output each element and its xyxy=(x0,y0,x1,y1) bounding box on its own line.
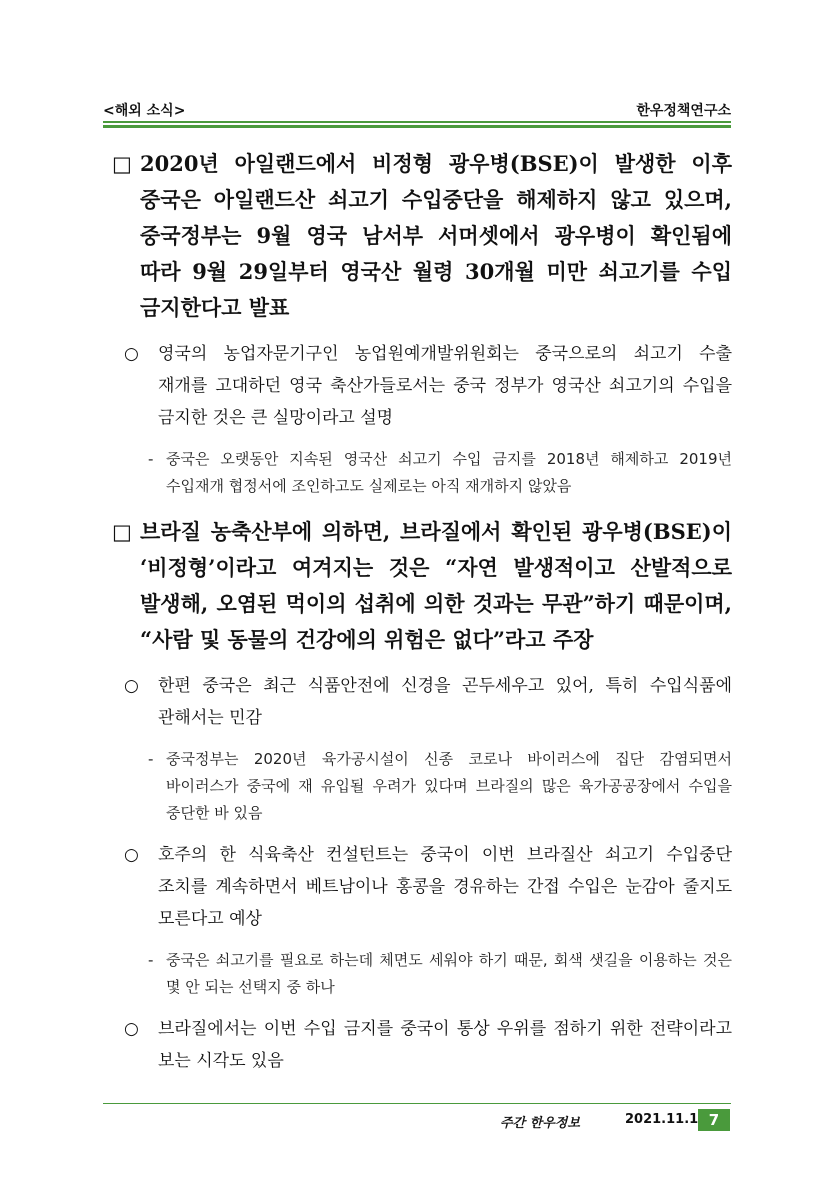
detail-point-1 xyxy=(120,446,732,500)
detail-point-text: 중국은 오랫동안 지속된 영국산 쇠고기 수입 금지를 2018년 해제하고 2019년 수입재개 협정서에 조인하고도 실제로는 아직 재개하지 않았음 xyxy=(166,450,732,495)
circle-bullet-icon: ○ xyxy=(124,1019,139,1039)
circle-bullet-icon: ○ xyxy=(124,344,139,364)
organization-name: 한우정책연구소 xyxy=(636,103,731,119)
dash-bullet-icon: - xyxy=(148,951,154,969)
dash-bullet-icon: - xyxy=(148,450,154,468)
page-header xyxy=(103,94,731,120)
sub-point-text: 한편 중국은 최근 식품안전에 신경을 곤두세우고 있어, 특히 수입식품에 관해서는 민감 xyxy=(158,676,732,728)
footer-rule xyxy=(103,1103,731,1104)
page-number: 7 xyxy=(698,1109,730,1131)
detail-point-2 xyxy=(120,746,732,827)
sub-point-text: 호주의 한 식육축산 컨설턴트는 중국이 이번 브라질산 쇠고기 수입중단 조치를 계속하면서 베트남이나 홍콩을 경유하는 간접 수입은 눈감아 줄지도 모른다고 예상 xyxy=(158,845,732,929)
detail-point-text: 중국은 쇠고기를 필요로 하는데 체면도 세워야 하기 때문, 회색 샛길을 이용하는 것은 몇 안 되는 선택지 중 하나 xyxy=(166,951,732,996)
section-label: <해외 소식> xyxy=(103,103,186,119)
sub-point-4 xyxy=(124,1013,732,1077)
header-rule-thin xyxy=(103,121,731,123)
sub-point-3 xyxy=(124,839,732,935)
square-bullet-icon: □ xyxy=(112,520,132,544)
square-bullet-icon: □ xyxy=(112,152,132,176)
publication-name: 주간 한우정보 xyxy=(500,1116,580,1131)
header-rule-thick xyxy=(103,125,731,128)
sub-point-text: 브라질에서는 이번 수입 금지를 중국이 통상 우위를 점하기 위한 전략이라고 보는 시각도 있음 xyxy=(158,1019,732,1071)
main-point-2 xyxy=(112,514,732,658)
circle-bullet-icon: ○ xyxy=(124,676,139,696)
publication-date: 2021.11.1 xyxy=(625,1112,699,1127)
circle-bullet-icon: ○ xyxy=(124,845,139,865)
main-point-text: 브라질 농축산부에 의하면, 브라질에서 확인된 광우병(BSE)이 ‘비정형’이라고 여겨지는 것은 “자연 발생적이고 산발적으로 발생해, 오염된 먹이의 섭취에 의한 것과는 무관”하기 때문이며, “사람 및 동물의 건강에의 위험은 없다”라고 주장 xyxy=(140,519,732,652)
sub-point-2 xyxy=(124,670,732,734)
detail-point-3 xyxy=(120,947,732,1001)
dash-bullet-icon: - xyxy=(148,750,154,768)
main-point-1 xyxy=(112,146,732,326)
main-point-text: 2020년 아일랜드에서 비정형 광우병(BSE)이 발생한 이후 중국은 아일랜드산 쇠고기 수입중단을 해제하지 않고 있으며, 중국정부는 9월 영국 남서부 서머셋에서 광우병이 확인됨에 따라 9월 29일부터 영국산 월령 30개월 미만 쇠고기를 수입 금지한다고 발표 xyxy=(140,151,732,320)
sub-point-1 xyxy=(124,338,732,434)
detail-point-text: 중국정부는 2020년 육가공시설이 신종 코로나 바이러스에 집단 감염되면서 바이러스가 중국에 재 유입될 우려가 있다며 브라질의 많은 육가공공장에서 수입을 중단한 바 있음 xyxy=(166,750,732,822)
article-body xyxy=(112,146,732,1077)
sub-point-text: 영국의 농업자문기구인 농업원예개발위원회는 중국으로의 쇠고기 수출 재개를 고대하던 영국 축산가들로서는 중국 정부가 영국산 쇠고기의 수입을 금지한 것은 큰 실망이라고 설명 xyxy=(158,344,732,428)
